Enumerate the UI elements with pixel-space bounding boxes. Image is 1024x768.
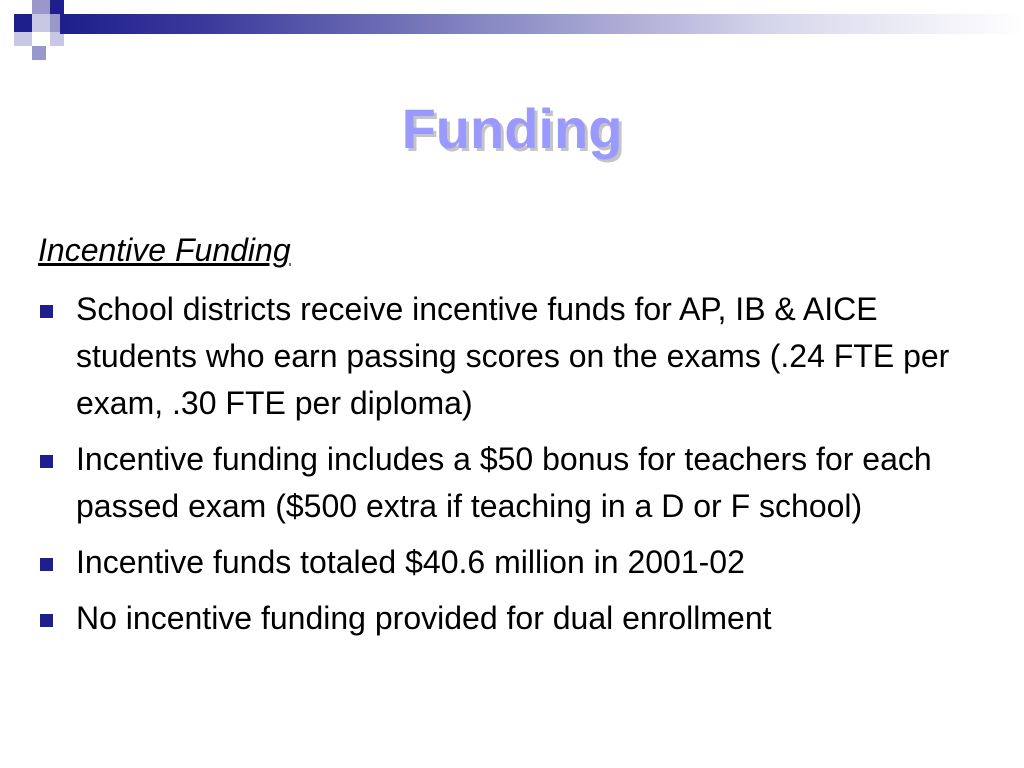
bullet-text: Incentive funds totaled $40.6 million in 2001-02 (76, 544, 745, 580)
square-bullet-icon (40, 558, 53, 571)
slide-title: Funding (401, 97, 623, 160)
bullet-item (38, 436, 998, 530)
bullet-item (38, 595, 998, 642)
bullet-list (38, 286, 998, 651)
corner-square-pale (50, 32, 64, 46)
corner-square-pale (14, 32, 32, 46)
corner-square-lavender (32, 0, 50, 14)
bullet-text: Incentive funding includes a $50 bonus for teachers for each passed exam ($500 extra if teaching in a D or F school) (76, 441, 932, 524)
corner-square-pale (32, 14, 50, 32)
bullet-text: School districts receive incentive funds for AP, IB & AICE students who earn passing scores on the exams (.24 FTE per exam, .30 FTE per diploma) (76, 291, 950, 421)
corner-square-navy (50, 0, 64, 14)
bullet-text: No incentive funding provided for dual enrollment (76, 600, 772, 636)
section-subheading: Incentive Funding (38, 232, 291, 268)
square-bullet-icon (40, 305, 53, 318)
square-bullet-icon (40, 455, 53, 468)
bullet-item (38, 539, 998, 586)
header-gradient-band (60, 14, 1024, 34)
corner-square-navy (14, 14, 32, 32)
bullet-item (38, 286, 998, 427)
corner-square-lavender (32, 46, 46, 60)
square-bullet-icon (40, 614, 53, 627)
